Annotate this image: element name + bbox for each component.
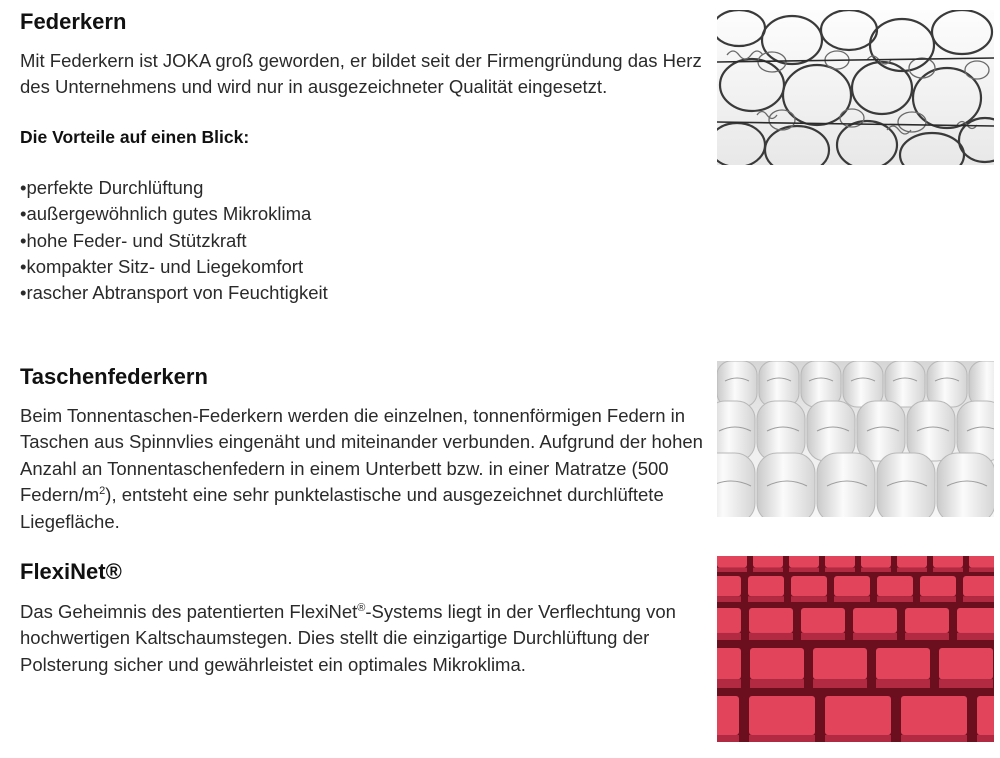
list-item: • hohe Feder- und Stützkraft [20, 228, 710, 254]
spring-coil-photo [717, 10, 994, 165]
foam-block [877, 576, 913, 596]
federkern-advantages-list [20, 175, 710, 307]
description-text: Beim Tonnentaschen-Federkern werden die einzelnen, tonnenförmigen Federn in Taschen aus Spinnvlies eingenäht und miteinander verbunden. Aufgrund der hohen Anzahl an Tonnentaschenfedern in einem Unterbett bzw. in einer Matratze (500 Federn/m [20, 405, 703, 506]
foam-block-side [789, 568, 819, 572]
foam-block-side [753, 568, 783, 572]
foam-block [717, 648, 741, 679]
foam-block [749, 608, 793, 633]
federkern-section [20, 9, 710, 307]
foam-block-side [791, 596, 827, 602]
foam-block-side [901, 735, 967, 742]
federkern-title: Federkern [20, 9, 127, 34]
flexinet-section [20, 559, 710, 678]
foam-block-side [834, 596, 870, 602]
foam-block-side [920, 596, 956, 602]
foam-block [969, 556, 994, 568]
foam-block [957, 608, 994, 633]
foam-block-side [905, 633, 949, 640]
foam-block [853, 608, 897, 633]
foam-block [717, 608, 741, 633]
federkern-intro: Mit Federkern ist JOKA groß geworden, er bildet seit der Firmengründung das Herz des Unternehmens und wird nur in ausgezeichneter Qualität eingesetzt. [20, 50, 702, 98]
foam-block [861, 556, 891, 568]
list-item: • rascher Abtransport von Feuchtigkeit [20, 280, 710, 306]
foam-block-side [801, 633, 845, 640]
description-text: -Systems liegt in der Verflechtung von hochwertigen Kaltschaumstegen. Dies stellt die einzigartige Durchlüftung der Polsterung sicher und gewährleistet ein optimales Mikroklima. [20, 601, 676, 675]
foam-block-side [717, 596, 741, 602]
foam-block [901, 696, 967, 735]
foam-block-side [957, 633, 994, 640]
foam-block-side [939, 679, 993, 688]
foam-block-side [969, 568, 994, 572]
foam-block-side [717, 633, 741, 640]
foam-block [876, 648, 930, 679]
foam-block [749, 696, 815, 735]
superscript: ® [357, 601, 366, 614]
foam-block-side [813, 679, 867, 688]
foam-block [750, 648, 804, 679]
foam-block-side [977, 735, 994, 742]
pocket-spring-photo [717, 361, 994, 517]
foam-block-side [876, 679, 930, 688]
foam-block [717, 556, 747, 568]
foam-block-side [750, 679, 804, 688]
foam-block [963, 576, 994, 596]
description-text: Das Geheimnis des patentierten FlexiNet [20, 601, 358, 622]
foam-block-side [861, 568, 891, 572]
foam-block [717, 696, 739, 735]
foam-block [933, 556, 963, 568]
taschenfederkern-description [20, 403, 710, 535]
red-foam-grid-photo [717, 556, 994, 742]
flexinet-description [20, 599, 710, 678]
foam-block-side [825, 735, 891, 742]
list-item: • außergewöhnlich gutes Mikroklima [20, 201, 710, 227]
foam-block-side [748, 596, 784, 602]
foam-block [789, 556, 819, 568]
foam-block [813, 648, 867, 679]
foam-block [905, 608, 949, 633]
foam-block [801, 608, 845, 633]
foam-block-side [749, 633, 793, 640]
description-text: ), entsteht eine sehr punktelastische und ausgezeichnet durchlüftete Liegefläche. [20, 484, 664, 532]
foam-block-side [877, 596, 913, 602]
foam-block [753, 556, 783, 568]
list-item: • kompakter Sitz- und Liegekomfort [20, 254, 710, 280]
foam-block [791, 576, 827, 596]
foam-block-side [897, 568, 927, 572]
foam-block [920, 576, 956, 596]
foam-block [897, 556, 927, 568]
foam-block [717, 576, 741, 596]
taschenfederkern-title: Taschenfederkern [20, 364, 208, 389]
federkern-advantages-title: Die Vorteile auf einen Blick: [20, 126, 250, 147]
flexinet-title: FlexiNet® [20, 559, 122, 584]
foam-block-side [717, 568, 747, 572]
foam-block-side [749, 735, 815, 742]
foam-block [748, 576, 784, 596]
superscript: 2 [99, 485, 106, 498]
taschenfederkern-section [20, 364, 710, 535]
foam-block [825, 556, 855, 568]
foam-block-side [717, 679, 741, 688]
foam-block [977, 696, 994, 735]
foam-block-side [853, 633, 897, 640]
foam-block-side [825, 568, 855, 572]
list-item: • perfekte Durchlüftung [20, 175, 710, 201]
foam-block-side [963, 596, 994, 602]
foam-block [939, 648, 993, 679]
foam-block [825, 696, 891, 735]
foam-block [834, 576, 870, 596]
foam-block-side [717, 735, 739, 742]
foam-block-side [933, 568, 963, 572]
